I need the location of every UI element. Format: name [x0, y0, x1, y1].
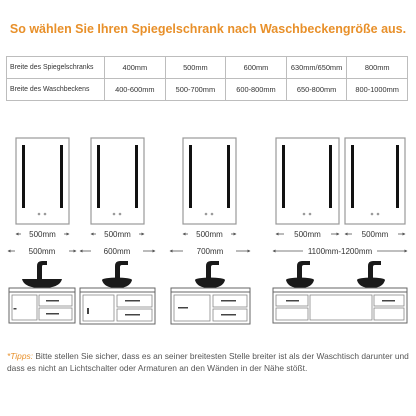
- mirror-cabinet: [91, 138, 144, 224]
- vanity-unit: [171, 261, 250, 324]
- vanity-unit: [273, 261, 407, 323]
- table-cell: 400-600mm: [105, 79, 166, 101]
- cabinet-width-label: 500mm: [294, 230, 321, 239]
- table-cell: 800mm: [347, 57, 408, 79]
- vanity-unit: [80, 261, 155, 324]
- vanity-unit: [9, 261, 75, 323]
- vanity-width-label: 700mm: [196, 247, 224, 256]
- table-cell: 800-1000mm: [347, 79, 408, 101]
- vanity-width-label: 500mm: [28, 247, 56, 256]
- table-cell: 630mm/650mm: [286, 57, 347, 79]
- table-cell: 650-800mm: [286, 79, 347, 101]
- table-cell: 600mm: [226, 57, 287, 79]
- size-table: [6, 56, 408, 101]
- vanity-width-label: 600mm: [103, 247, 131, 256]
- tips-text: Bitte stellen Sie sicher, dass es an seiner breitesten Stelle breiter ist als der Waschtisch darunter und dass es nicht an Lichtschalter oder Armaturen an den Wänden in der Nähe stößt.: [7, 351, 409, 373]
- tips-note: [7, 350, 411, 374]
- cabinet-illustration: [0, 128, 416, 342]
- table-cell: 400mm: [105, 57, 166, 79]
- cabinet-width-label: 500mm: [196, 230, 223, 239]
- table-row: [7, 79, 408, 101]
- table-cell: 500-700mm: [165, 79, 226, 101]
- cabinet-width-label: 500mm: [29, 230, 56, 239]
- mirror-cabinet: [16, 138, 69, 224]
- table-cell: 500mm: [165, 57, 226, 79]
- mirror-cabinet: [183, 138, 236, 224]
- cabinet-width-label: 500mm: [361, 230, 389, 239]
- table-row: [7, 57, 408, 79]
- tips-label: *Tipps:: [7, 351, 33, 361]
- mirror-cabinet: [345, 138, 405, 224]
- page-title: So wählen Sie Ihren Spiegelschrank nach Waschbeckengröße aus.: [9, 22, 407, 36]
- cabinet-width-label: 500mm: [104, 230, 131, 239]
- mirror-cabinet: [276, 138, 339, 224]
- row-label: Breite des Spiegelschranks: [7, 57, 105, 79]
- row-label: Breite des Waschbeckens: [7, 79, 105, 101]
- table-cell: 600-800mm: [226, 79, 287, 101]
- vanity-width-label: 1100mm-1200mm: [307, 247, 373, 256]
